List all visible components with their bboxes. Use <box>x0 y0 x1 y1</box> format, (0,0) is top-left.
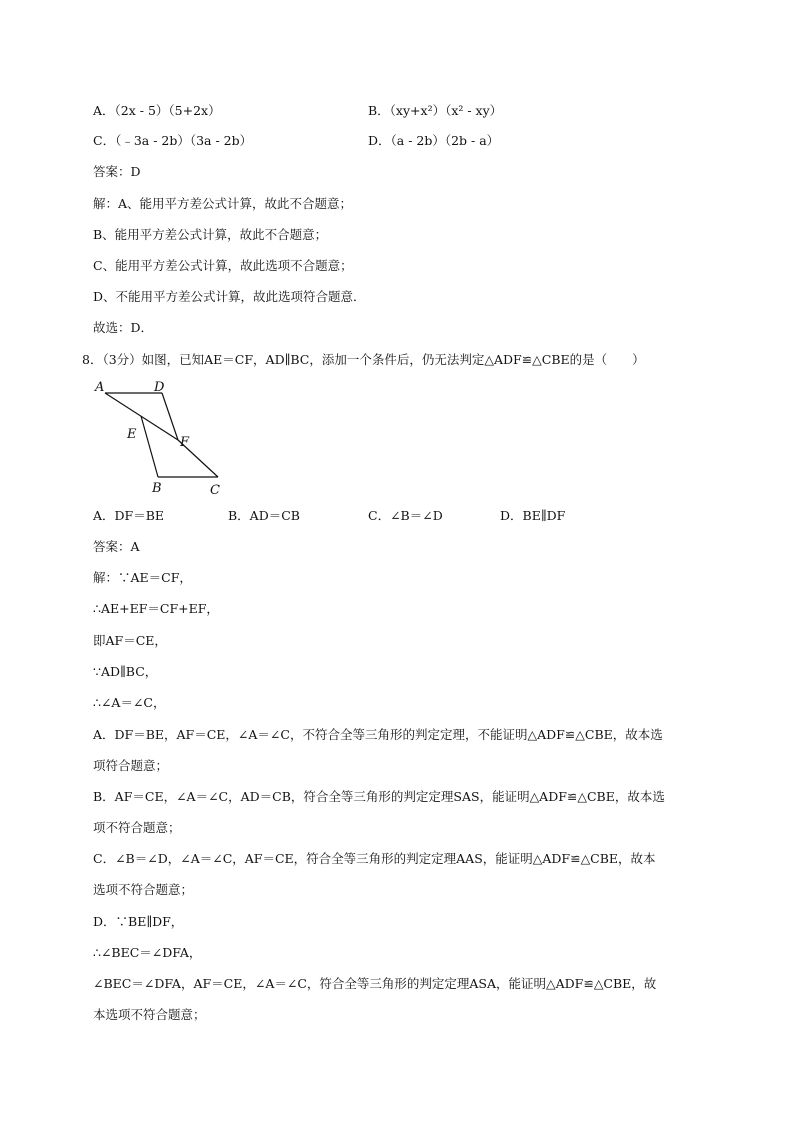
q8-solution-line: 项不符合题意； <box>93 820 181 835</box>
segment-df <box>162 393 178 440</box>
q8-solution-line: 项符合题意； <box>93 758 169 773</box>
q7-option-c: C．（﹣3a - 2b）（3a - 2b） <box>93 133 253 148</box>
q8-option-c: C．∠B＝∠D <box>368 508 443 523</box>
q7-answer: 答案：D <box>93 164 141 179</box>
q8-option-a: A．DF＝BE <box>93 508 165 523</box>
q7-solution-line: C、能用平方差公式计算，故此选项不合题意； <box>93 258 353 273</box>
q7-solution-line: D、不能用平方差公式计算，故此选项符合题意． <box>93 289 366 304</box>
q8-solution-line: ∵AD∥BC， <box>93 664 158 679</box>
q8-solution-line: 本选项不符合题意； <box>93 1007 206 1022</box>
q8-solution-line: D．∵BE∥DF， <box>93 914 184 929</box>
q8-option-d: D．BE∥DF <box>500 508 566 523</box>
label-d: D <box>154 380 165 395</box>
q7-solution-line: B、能用平方差公式计算，故此不合题意； <box>93 227 328 242</box>
label-f: F <box>180 435 190 450</box>
q8-solution-line: A．DF＝BE，AF＝CE，∠A＝∠C，不符合全等三角形的判定定理，不能证明△ADF≌△CBE，故本选 <box>93 727 663 742</box>
q7-option-a: A．（2x - 5）（5+2x） <box>93 103 221 118</box>
label-b: B <box>152 481 162 496</box>
q8-solution-line: ∴AE+EF＝CF+EF， <box>93 601 219 616</box>
q8-answer: 答案：A <box>93 539 140 554</box>
q8-solution-line: 选项不符合题意； <box>93 882 194 897</box>
label-a: A <box>95 380 105 395</box>
q8-option-b: B．AD＝CB <box>228 508 300 523</box>
q8-solution-line: C．∠B＝∠D，∠A＝∠C，AF＝CE，符合全等三角形的判定定理AAS，能证明△ADF≌△CBE，故本 <box>93 851 656 866</box>
q8-solution-line: ∴∠A＝∠C， <box>93 695 166 710</box>
q7-solution-line: 解：A、能用平方差公式计算，故此不合题意； <box>93 196 353 211</box>
q8-solution-line: 即AF＝CE， <box>93 633 167 648</box>
label-e: E <box>127 427 137 442</box>
q8-solution-line: ∴∠BEC＝∠DFA， <box>93 945 202 960</box>
label-c: C <box>210 483 220 498</box>
q7-solution-line: 故选：D． <box>93 320 154 335</box>
q8-figure <box>90 376 230 501</box>
q8-solution-line: B．AF＝CE，∠A＝∠C，AD＝CB，符合全等三角形的判定定理SAS，能证明△ADF≌△CBE，故本选 <box>93 789 665 804</box>
q8-solution-line: 解：∵AE＝CF， <box>93 570 192 585</box>
q7-option-d: D．（a - 2b）（2b - a） <box>368 133 500 148</box>
q8-solution-line: ∠BEC＝∠DFA，AF＝CE，∠A＝∠C，符合全等三角形的判定定理ASA，能证明△ADF≌△CBE，故 <box>93 976 657 991</box>
q8-stem: 8．（3分）如图，已知AE＝CF，AD∥BC，添加一个条件后，仍无法判定△ADF≌△CBE的是（ ） <box>82 352 645 367</box>
q7-option-b: B．（xy+x²）（x² - xy） <box>368 103 503 118</box>
